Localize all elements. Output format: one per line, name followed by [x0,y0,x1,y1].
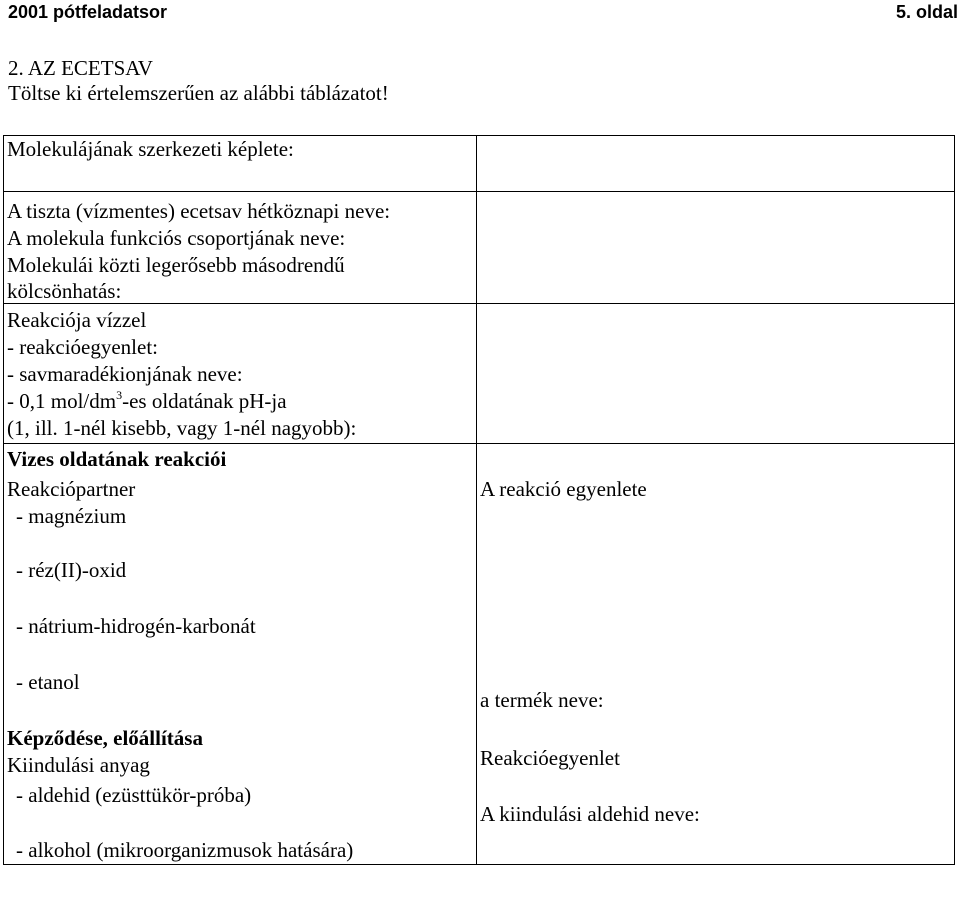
label-aldehyde-name: A kiindulási aldehid neve: [480,802,700,826]
table-row [4,136,955,192]
label-water-group [4,304,477,444]
task-title: 2. AZ ECETSAV [8,56,153,80]
label-structural-formula: Molekulájának szerkezeti képlete: [4,136,477,192]
partner-bicarbonate: - nátrium-hidrogén-karbonát [16,614,256,638]
answer-properties[interactable] [477,192,955,304]
col-reaction-equation: A reakció egyenlete [480,477,647,501]
label-product-name: a termék neve: [480,688,604,712]
col-reaction-equation-formation: Reakcióegyenlet [480,746,620,770]
page-header [0,0,960,30]
answer-reactions[interactable] [477,444,955,865]
source-aldehyde: - aldehid (ezüsttükör-próba) [16,783,252,807]
label-intermolecular-cont: kölcsönhatás: [7,279,122,303]
table-row [4,444,955,865]
col-starting-material: Kiindulási anyag [7,753,150,777]
label-group [4,192,477,304]
label-anion-name: - savmaradékionjának neve: [7,362,243,386]
table-row [4,304,955,444]
label-intermolecular: Molekulái közti legerősebb másodrendű [7,253,345,277]
label-functional-group: A molekula funkciós csoportjának neve: [7,226,346,250]
col-reaction-partner: Reakciópartner [7,477,136,501]
answer-structural-formula[interactable] [477,136,955,192]
partner-copper-oxide: - réz(II)-oxid [16,558,127,582]
section-formation: Képződése, előállítása [7,726,203,750]
label-common-name: A tiszta (vízmentes) ecetsav hétköznapi neve: [7,199,391,223]
partner-magnesium: - magnézium [16,504,127,528]
header-title: 2001 pótfeladatsor [8,2,168,22]
table-row [4,192,955,304]
label-ph: - 0,1 mol/$dm^3-es$ oldatának pH-ja [7,388,287,413]
task-instruction: Töltse ki értelemszerűen az alábbi táblázatot! [8,81,389,105]
source-alcohol: - alkohol (mikroorganizmusok hatására) [16,838,354,862]
answer-water[interactable] [477,304,955,444]
label-ph-note: (1, ill. 1-nél kisebb, vagy 1-nél nagyobb): [7,416,357,440]
label-water-reaction: Reakciója vízzel [7,308,147,332]
acetic-acid-table [3,135,955,865]
label-water-equation: - reakcióegyenlet: [7,335,158,359]
section-aqueous-reactions: Vizes oldatának reakciói [7,447,227,471]
page-number: 5. oldal [895,2,958,22]
label-reactions-group [4,444,477,865]
partner-ethanol: - etanol [16,670,80,694]
